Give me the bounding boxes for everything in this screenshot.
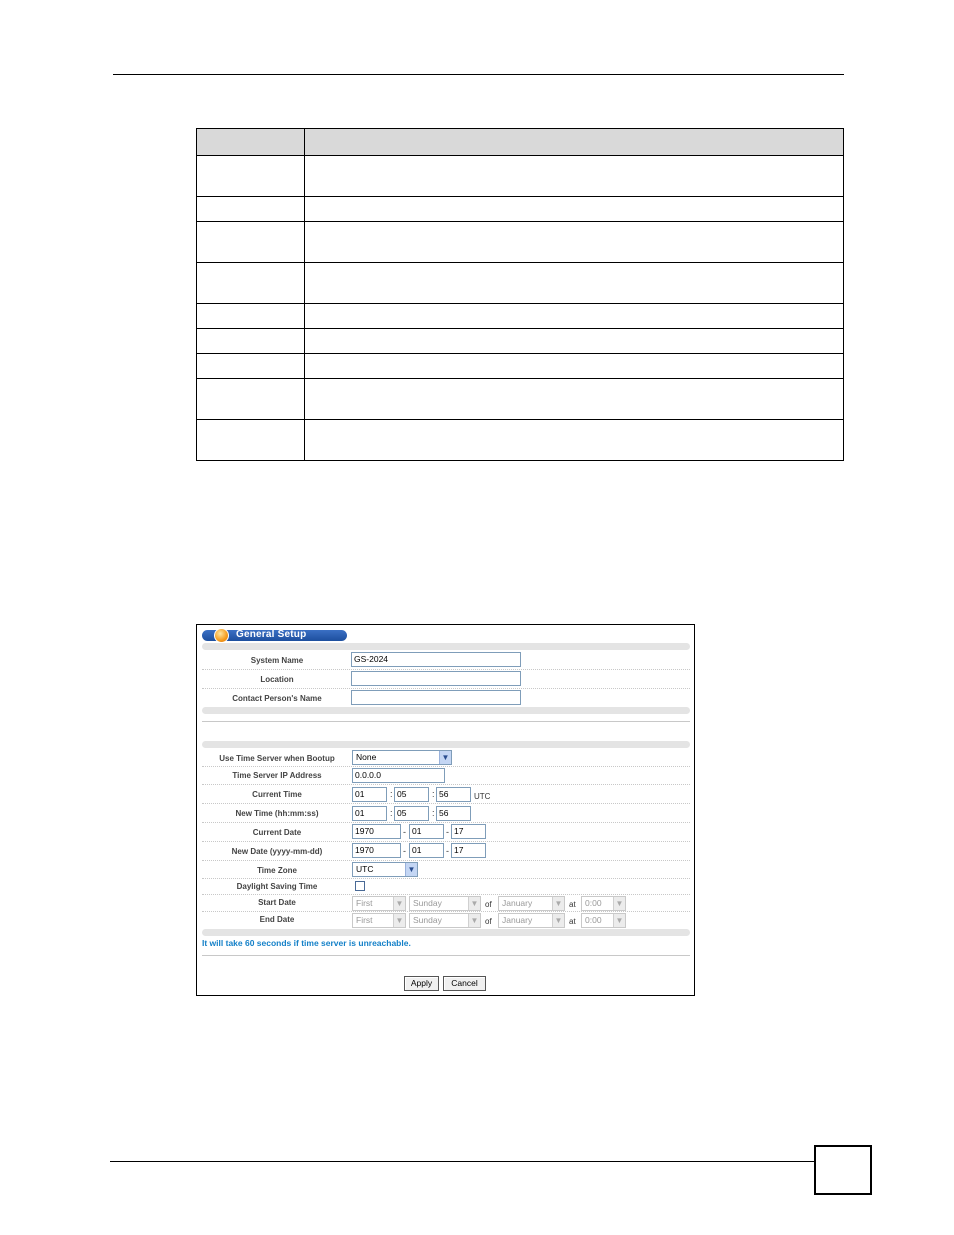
table-cell-description <box>305 156 844 197</box>
divider <box>202 955 690 956</box>
table-cell-description <box>305 304 844 329</box>
current-time-second: 56 <box>436 787 471 802</box>
cancel-button[interactable]: Cancel <box>443 976 486 991</box>
table-row <box>197 304 844 329</box>
new-time-minute-input[interactable]: 05 <box>394 806 429 821</box>
end-week-value: First <box>356 915 373 925</box>
page-footer-rule <box>110 1161 814 1162</box>
start-month-value: January <box>502 898 533 908</box>
table-cell-description <box>305 222 844 263</box>
end-date-row <box>202 912 690 929</box>
current-date-year: 1970 <box>352 824 401 839</box>
table-header-description <box>305 129 844 156</box>
use-time-server-row <box>202 749 690 767</box>
section-band <box>202 643 690 650</box>
use-time-server-value: None <box>356 752 377 762</box>
orb-icon <box>214 628 229 643</box>
current-date-label: Current Date <box>252 828 302 837</box>
chevron-down-icon: ▼ <box>468 914 480 927</box>
timeout-note: It will take 60 seconds if time server is unreachable. <box>202 938 411 948</box>
start-date-label: Start Date <box>258 898 296 907</box>
screen-title: General Setup <box>236 629 307 640</box>
contact-label: Contact Person's Name <box>232 694 322 703</box>
contact-row <box>202 689 690 708</box>
new-date-year-input[interactable]: 1970 <box>352 843 401 858</box>
time-separator: : <box>390 808 393 818</box>
new-date-day-input[interactable]: 17 <box>451 843 486 858</box>
table-row <box>197 222 844 263</box>
use-time-server-select[interactable] <box>352 750 452 765</box>
of-text: of <box>485 900 492 909</box>
table-cell-label <box>197 379 305 420</box>
chevron-down-icon: ▼ <box>552 914 564 927</box>
date-separator: - <box>403 846 406 856</box>
table-cell-description <box>305 420 844 461</box>
table-cell-label <box>197 222 305 263</box>
table-row <box>197 354 844 379</box>
start-time-select[interactable] <box>581 896 626 911</box>
start-day-select[interactable] <box>409 896 481 911</box>
start-time-value: 0:00 <box>585 898 602 908</box>
current-time-row <box>202 785 690 804</box>
new-time-row <box>202 804 690 823</box>
table-cell-label <box>197 197 305 222</box>
chevron-down-icon: ▼ <box>613 897 625 910</box>
table-cell-description <box>305 379 844 420</box>
location-input[interactable] <box>351 671 521 686</box>
new-time-label: New Time (hh:mm:ss) <box>235 809 319 818</box>
field-description-table <box>196 128 844 461</box>
time-zone-value: UTC <box>356 864 374 874</box>
date-separator: - <box>446 827 449 837</box>
system-name-row <box>202 651 690 670</box>
table-cell-label <box>197 156 305 197</box>
current-time-minute: 05 <box>394 787 429 802</box>
table-row <box>197 329 844 354</box>
general-setup-screenshot <box>196 624 695 996</box>
table-row <box>197 379 844 420</box>
time-zone-select[interactable] <box>352 862 418 877</box>
start-day-value: Sunday <box>413 898 442 908</box>
chevron-down-icon: ▼ <box>439 751 451 764</box>
contact-input[interactable] <box>351 690 521 705</box>
time-separator: : <box>390 789 393 799</box>
start-week-value: First <box>356 898 373 908</box>
section-band <box>202 741 690 748</box>
time-separator: : <box>432 789 435 799</box>
chevron-down-icon: ▼ <box>393 897 405 910</box>
time-zone-row <box>202 861 690 879</box>
chevron-down-icon: ▼ <box>468 897 480 910</box>
table-header-row <box>197 129 844 156</box>
table-cell-label <box>197 263 305 304</box>
of-text: of <box>485 917 492 926</box>
current-date-month: 01 <box>409 824 444 839</box>
end-date-label: End Date <box>259 915 295 924</box>
table-cell-label <box>197 354 305 379</box>
end-day-select[interactable] <box>409 913 481 928</box>
start-month-select[interactable] <box>498 896 565 911</box>
chevron-down-icon: ▼ <box>393 914 405 927</box>
table-cell-description <box>305 354 844 379</box>
table-row <box>197 420 844 461</box>
current-time-unit: UTC <box>474 792 491 801</box>
time-server-ip-row <box>202 767 690 785</box>
location-label: Location <box>260 675 294 684</box>
table-cell-label <box>197 329 305 354</box>
table-row <box>197 156 844 197</box>
table-row <box>197 263 844 304</box>
end-time-value: 0:00 <box>585 915 602 925</box>
time-server-ip-input[interactable]: 0.0.0.0 <box>352 768 445 783</box>
table-cell-label <box>197 304 305 329</box>
location-row <box>202 670 690 689</box>
dst-label: Daylight Saving Time <box>236 882 318 891</box>
new-date-row <box>202 842 690 861</box>
new-time-second-input[interactable]: 56 <box>436 806 471 821</box>
end-month-value: January <box>502 915 533 925</box>
current-time-label: Current Time <box>252 790 302 799</box>
table-row <box>197 197 844 222</box>
current-date-row <box>202 823 690 842</box>
table-header-label <box>197 129 305 156</box>
system-name-input[interactable]: GS-2024 <box>351 652 521 667</box>
divider <box>202 721 690 722</box>
end-time-select[interactable] <box>581 913 626 928</box>
current-time-hour: 01 <box>352 787 387 802</box>
dst-row <box>202 879 690 895</box>
chevron-down-icon: ▼ <box>405 863 417 876</box>
time-zone-label: Time Zone <box>257 866 297 875</box>
dst-checkbox[interactable] <box>355 881 365 891</box>
section-band <box>202 707 690 714</box>
end-day-value: Sunday <box>413 915 442 925</box>
time-server-ip-label: Time Server IP Address <box>232 771 322 780</box>
date-separator: - <box>403 827 406 837</box>
new-date-month-input[interactable]: 01 <box>409 843 444 858</box>
new-time-hour-input[interactable]: 01 <box>352 806 387 821</box>
table-cell-description <box>305 263 844 304</box>
at-text: at <box>569 900 576 909</box>
end-week-select[interactable] <box>352 913 406 928</box>
start-week-select[interactable] <box>352 896 406 911</box>
system-name-label: System Name <box>250 656 304 665</box>
table-cell-description <box>305 197 844 222</box>
apply-button[interactable]: Apply <box>404 976 439 991</box>
time-separator: : <box>432 808 435 818</box>
new-date-label: New Date (yyyy-mm-dd) <box>231 847 323 856</box>
table-cell-label <box>197 420 305 461</box>
end-month-select[interactable] <box>498 913 565 928</box>
current-date-day: 17 <box>451 824 486 839</box>
page-number-box <box>814 1145 872 1195</box>
at-text: at <box>569 917 576 926</box>
chevron-down-icon: ▼ <box>552 897 564 910</box>
date-separator: - <box>446 846 449 856</box>
table-cell-description <box>305 329 844 354</box>
use-time-server-label: Use Time Server when Bootup <box>219 754 335 763</box>
section-band <box>202 929 690 936</box>
start-date-row <box>202 895 690 912</box>
chevron-down-icon: ▼ <box>613 914 625 927</box>
page-header-rule <box>113 74 844 75</box>
